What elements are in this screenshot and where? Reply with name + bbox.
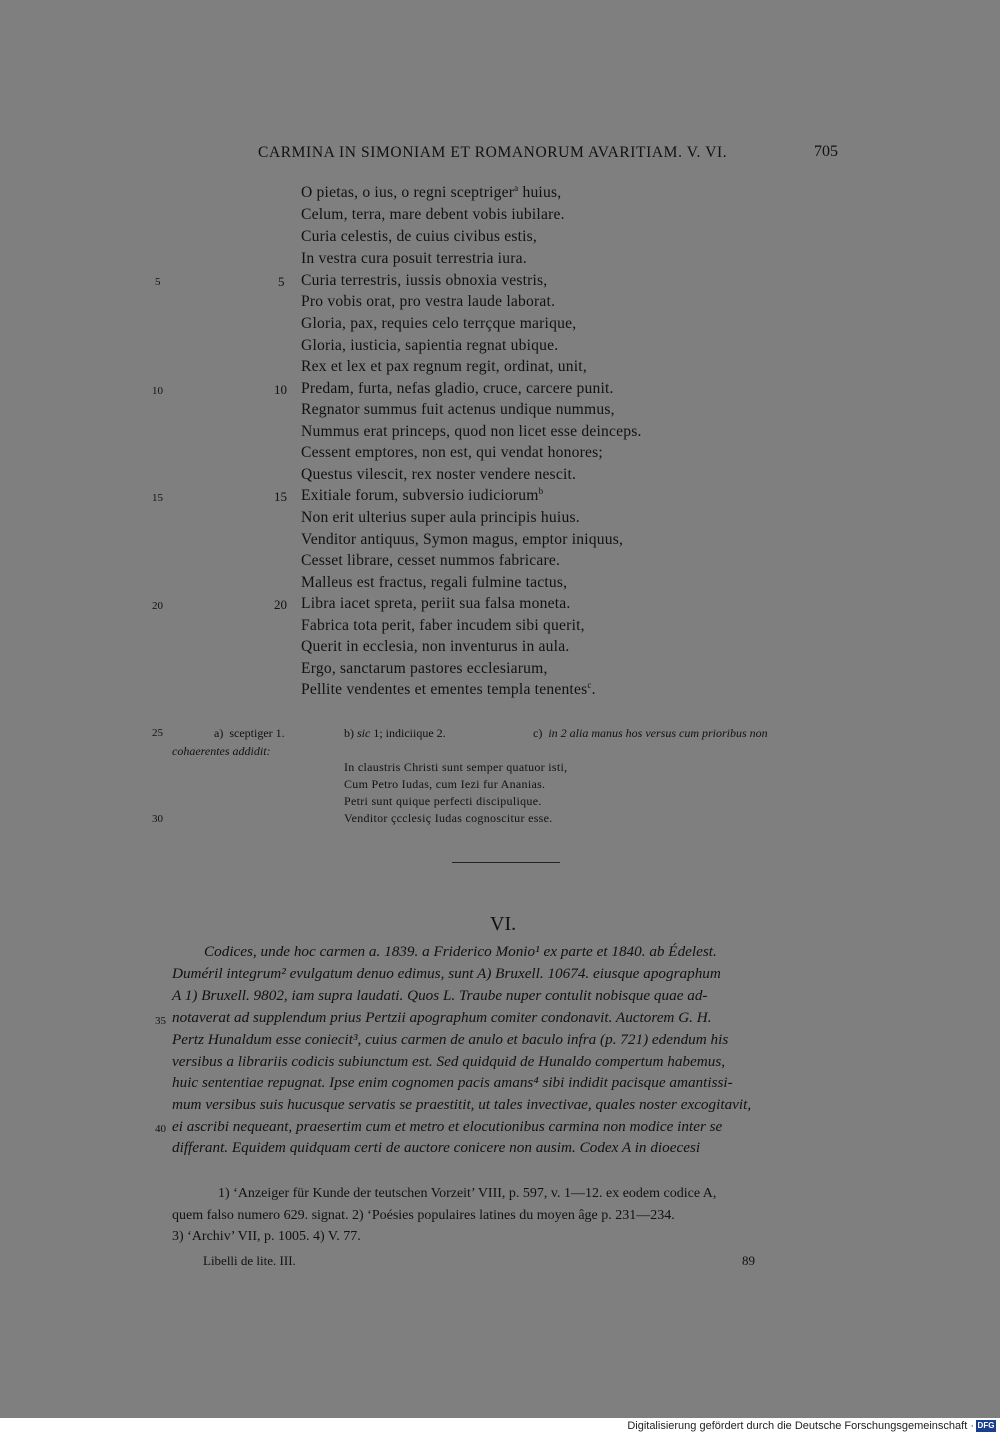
paragraph-line: ei ascribi nequeant, praesertim cum et metro et elocutionibus carmina non modice inter se xyxy=(172,1118,723,1135)
poem-line: Querit in ecclesia, non inventurus in aula. xyxy=(301,638,570,655)
dfg-logo-icon: DFG xyxy=(977,1421,995,1430)
page-number: 705 xyxy=(814,143,838,160)
poem-line: Regnator summus fuit actenus undique nummus, xyxy=(301,401,615,418)
footnote-line: quem falso numero 629. signat. 2) ‘Poésies populaires latines du moyen âge p. 231—234. xyxy=(172,1208,675,1223)
margin-number: 20 xyxy=(152,600,163,612)
paragraph-line: A 1) Bruxell. 9802, iam supra laudati. Quos L. Traube nuper contulit nobisque quae ad- xyxy=(172,987,708,1004)
poem-line: In vestra cura posuit terrestria iura. xyxy=(301,250,527,267)
paragraph-line: notaverat ad supplendum prius Pertzii apographum comiter condonavit. Auctorem G. H. xyxy=(172,1009,712,1026)
paragraph-line: Pertz Hunaldum esse coniecit³, cuius carmen de anulo et baculo infra (p. 721) edendum his xyxy=(172,1031,729,1048)
poem-line: Gloria, iusticia, sapientia regnat ubique. xyxy=(301,337,559,354)
margin-number: 30 xyxy=(152,813,163,825)
margin-number: 40 xyxy=(155,1123,166,1135)
poem-line: Predam, furta, nefas gladio, cruce, carcere punit. xyxy=(301,380,614,397)
margin-number: 25 xyxy=(152,727,163,739)
running-title: CARMINA IN SIMONIAM ET ROMANORUM AVARITIAM. V. VI. xyxy=(258,144,728,161)
signature-number: 89 xyxy=(742,1253,755,1268)
margin-number: 35 xyxy=(155,1015,166,1027)
section-title: VI. xyxy=(490,913,517,935)
margin-number: 15 xyxy=(152,492,163,504)
quoted-verse: Venditor çcclesiç Iudas cognoscitur esse. xyxy=(344,811,553,825)
paragraph-line: versibus a librariis codicis subiunctum est. Sed quidquid de Hunaldo compertum habemus, xyxy=(172,1053,726,1070)
paragraph-line: differant. Equidem quidquam certi de auctore conicere non ausim. Codex A in dioecesi xyxy=(172,1139,701,1156)
poem-line: Curia celestis, de cuius civibus estis, xyxy=(301,228,538,245)
poem-line: Fabrica tota perit, faber incudem sibi querit, xyxy=(301,617,585,634)
paragraph-line: mum versibus suis hucusque servatis se praestitit, ut tales invectivae, quales noster excogitavit, xyxy=(172,1096,752,1113)
signature-mark: Libelli de lite. III. xyxy=(203,1253,296,1268)
quoted-verse: In claustris Christi sunt semper quatuor isti, xyxy=(344,760,568,774)
poem-line: Cesset librare, cesset nummos fabricare. xyxy=(301,552,561,569)
line-number: 5 xyxy=(278,274,285,289)
paragraph-line: Codices, unde hoc carmen a. 1839. a Friderico Monio¹ ex parte et 1840. ab Édelest. xyxy=(204,943,717,960)
note-a: a) sceptiger 1. xyxy=(214,726,285,740)
quoted-verse: Cum Petro Iudas, cum Iezi fur Ananias. xyxy=(344,777,546,791)
poem-line: Exitiale forum, subversio iudiciorum$^b$ xyxy=(301,485,544,504)
poem-line: Gloria, pax, requies celo terrçque marique, xyxy=(301,315,577,332)
note-c-continued: cohaerentes addidit: xyxy=(172,744,271,758)
section-divider xyxy=(452,862,560,863)
poem-line: Ergo, sanctarum pastores ecclesiarum, xyxy=(301,660,548,677)
margin-number: 5 xyxy=(155,276,161,288)
poem-line: Questus vilescit, rex noster vendere nescit. xyxy=(301,466,577,483)
line-number: 15 xyxy=(274,489,287,504)
paragraph-line: Duméril integrum² evulgatum denuo edimus, sunt A) Bruxell. 10674. eiusque apographum xyxy=(172,965,721,982)
note-c: c) in 2 alia manus hos versus cum prioribus non xyxy=(533,726,768,740)
poem-line: Pellite vendentes et ementes templa tenentes$^c$. xyxy=(301,679,596,698)
poem-line: Non erit ulterius super aula principis huius. xyxy=(301,509,580,526)
paragraph-line: huic sententiae repugnat. Ipse enim cognomen pacis amans⁴ sibi indidit pacisque amantissi- xyxy=(172,1074,733,1091)
note-b: b) sic 1; indiciique 2. xyxy=(344,726,446,740)
line-number: 20 xyxy=(274,597,287,612)
poem-line: Pro vobis orat, pro vestra laude laborat. xyxy=(301,293,556,310)
quoted-verse: Petri sunt quique perfecti discipulique. xyxy=(344,794,542,808)
footnote-line: 3) ‘Archiv’ VII, p. 1005. 4) V. 77. xyxy=(172,1229,361,1244)
poem-line: O pietas, o ius, o regni sceptriger$^a$ huius, xyxy=(301,182,562,201)
poem-line: Malleus est fractus, regali fulmine tactus, xyxy=(301,574,568,591)
poem-line: Libra iacet spreta, periit sua falsa moneta. xyxy=(301,595,571,612)
digitization-credit: Digitalisierung gefördert durch die Deutsche Forschungsgemeinschaft · xyxy=(627,1420,974,1432)
poem-line: Rex et lex et pax regnum regit, ordinat, unit, xyxy=(301,358,587,375)
poem-line: Nummus erat princeps, quod non licet esse deinceps. xyxy=(301,423,642,440)
poem-line: Cessent emptores, non est, qui vendat honores; xyxy=(301,444,603,461)
poem-line: Celum, terra, mare debent vobis iubilare. xyxy=(301,206,565,223)
poem-line: Venditor antiquus, Symon magus, emptor iniquus, xyxy=(301,531,624,548)
poem-line: Curia terrestris, iussis obnoxia vestris, xyxy=(301,272,548,289)
footnote-line: 1) ‘Anzeiger für Kunde der teutschen Vorzeit’ VIII, p. 597, v. 1—12. ex eodem codice A, xyxy=(218,1186,717,1201)
margin-number: 10 xyxy=(152,385,163,397)
line-number: 10 xyxy=(274,382,287,397)
